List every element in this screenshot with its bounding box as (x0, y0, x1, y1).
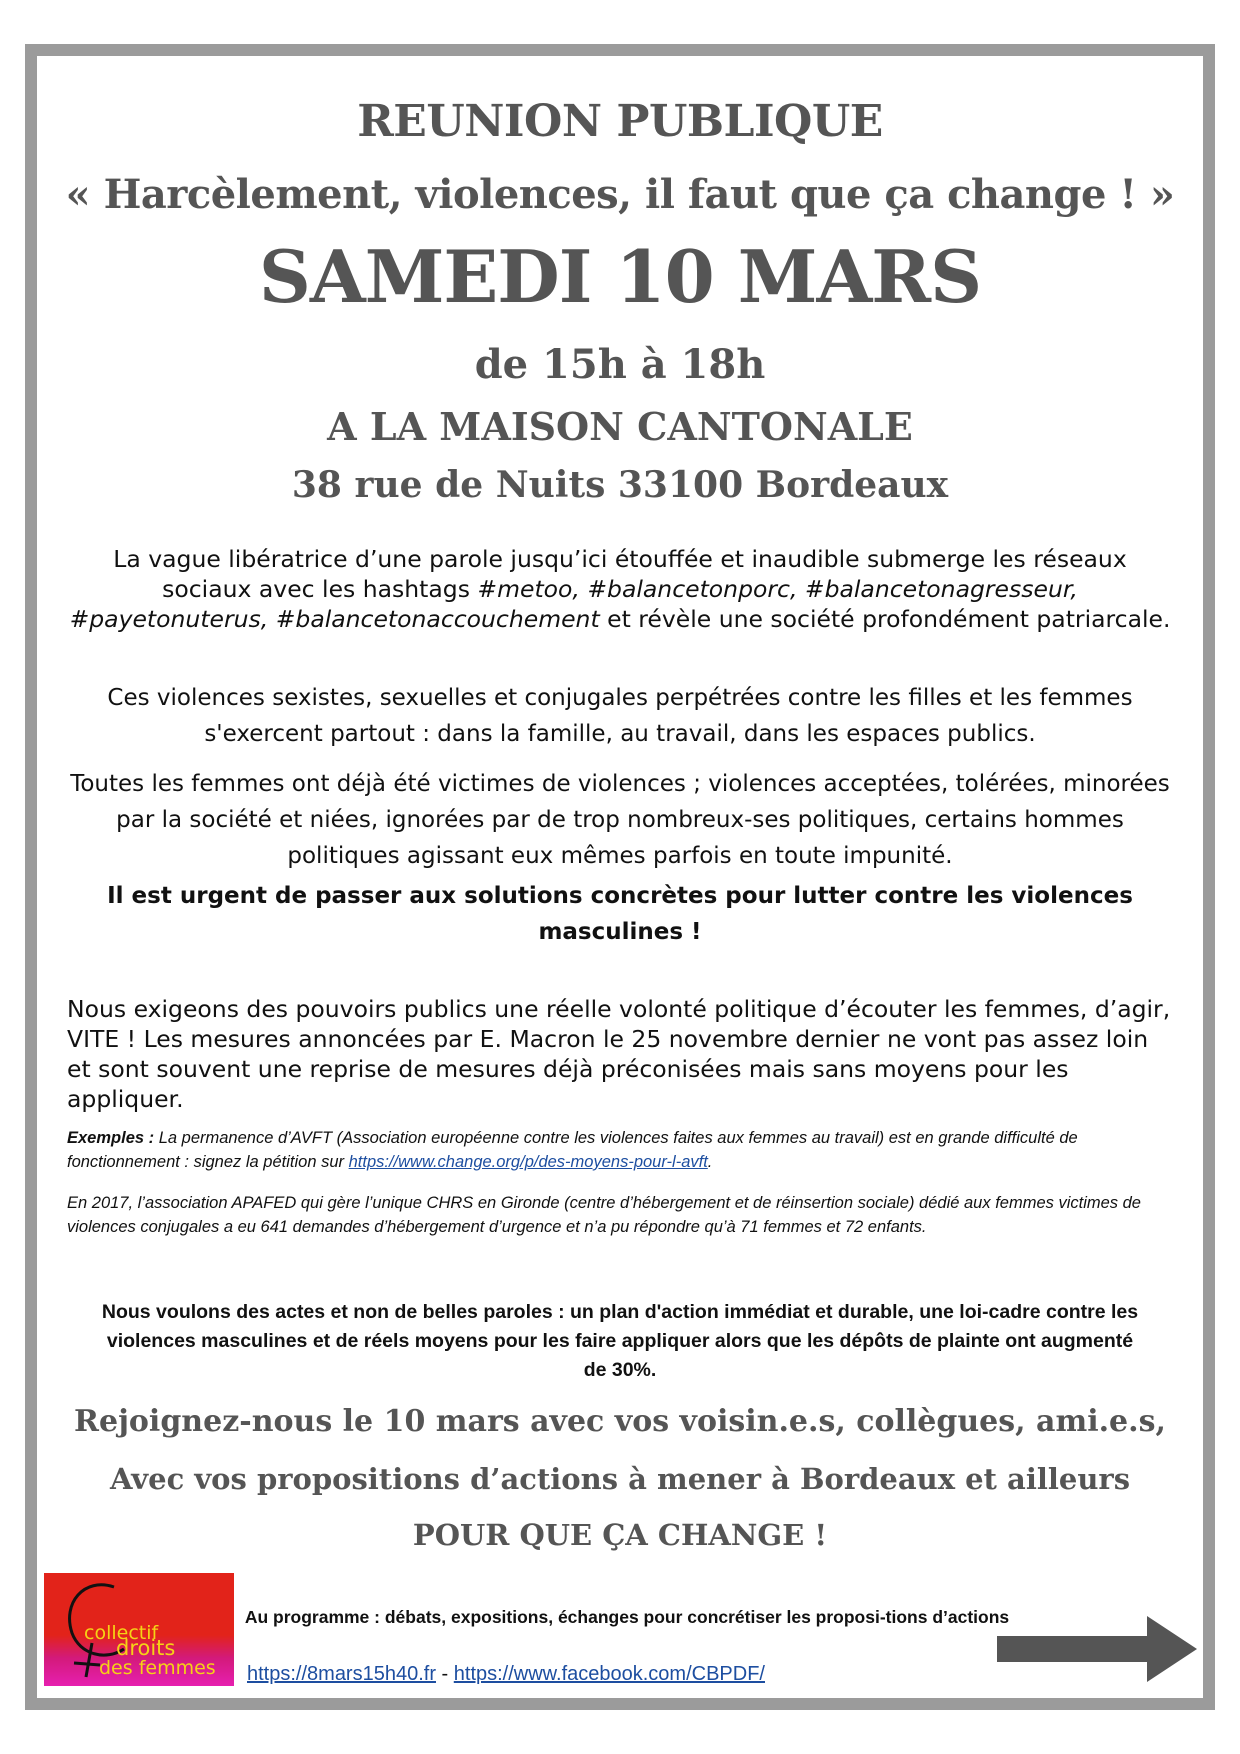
logo-text-des-femmes: des femmes (99, 1657, 216, 1679)
urgent-statement: Il est urgent de passer aux solutions concrètes pour lutter contre les violences masculines ! (107, 883, 1133, 945)
demand-statement: Nous voulons des actes et non de belles paroles : un plan d'action immédiat et durable, une loi-cadre contre les violences masculines et de réels moyens pour les faire appliquer alors que les dépôts de plainte ont augmenté de 30%. (101, 1301, 1139, 1381)
poster-frame (25, 44, 1215, 1710)
logo-text-collectif: collectif (84, 1622, 159, 1644)
event-time: de 15h à 18h (474, 341, 766, 388)
victims-paragraph: Toutes les femmes ont déjà été victimes de violences ; violences acceptées, tolérées, minorées par la société et niées, ignorées par de trop nombreux-ses politiques, certains hommes politiques agissant eux mêmes parfois en toute impunité. (70, 771, 1170, 869)
call-line-1: Rejoignez-nous le 10 mars avec vos voisin.e.s, collègues, ami.e.s, (74, 1404, 1166, 1439)
example-avft-end: . (707, 1153, 713, 1171)
petition-link[interactable]: https://www.change.org/p/des-moyens-pour-l-avft (348, 1153, 708, 1171)
event-title: « Harcèlement, violences, il faut que ça change ! » (65, 171, 1175, 218)
demands-paragraph: Nous exigeons des pouvoirs publics une réelle volonté politique d’écouter les femmes, d’agir, VITE ! Les mesures annoncées par E. Macron le 25 novembre dernier ne vont pas assez loin et sont souvent une reprise de mesures déjà préconisées mais sans moyens pour les appliquer. (67, 995, 1171, 1113)
right-arrow-icon (997, 1614, 1197, 1684)
program-description: Au programme : débats, expositions, échanges pour concrétiser les proposi-tions d’actions (244, 1607, 1010, 1627)
event-address: 38 rue de Nuits 33100 Bordeaux (291, 464, 949, 506)
intro-text-end: et révèle une société profondément patriarcale. (599, 605, 1171, 633)
collectif-droits-des-femmes-logo (44, 1573, 234, 1686)
example-apafed: En 2017, l’association APAFED qui gère l’unique CHRS en Gironde (centre d’hébergement et de réinsertion sociale) dédié aux femmes victimes de violences conjugales a eu 641 demandes d’hébergement d’urgence et n’a pu répondre qu’à 71 femmes et 72 enfants. (67, 1194, 1141, 1236)
link-separator: - (435, 1663, 454, 1685)
call-line-2: Avec vos propositions d’actions à mener à Bordeaux et ailleurs (109, 1462, 1131, 1496)
event-date: SAMEDI 10 MARS (258, 234, 982, 319)
facebook-link[interactable]: https://www.facebook.com/CBPDF/ (453, 1663, 765, 1685)
call-slogan: POUR QUE ÇA CHANGE ! (412, 1518, 828, 1552)
intro-paragraph (67, 544, 1173, 634)
example-avft-text: La permanence d’AVFT (Association européenne contre les violences faites aux femmes au travail) est en grande difficulté de fonctionnement : signez la pétition sur (67, 1129, 1078, 1171)
examples-label: Exemples : (67, 1129, 155, 1147)
example-avft (67, 1126, 1173, 1174)
hashtags: #metoo, #balancetonporc, #balancetonagresseur, #payetonuterus, #balancetonaccouchement (69, 575, 1078, 633)
violence-paragraph: Ces violences sexistes, sexuelles et conjugales perpétrées contre les filles et les femmes s'exercent partout : dans la famille, au travail, dans les espaces publics. (107, 685, 1133, 747)
event-type-heading: REUNION PUBLIQUE (357, 96, 883, 147)
logo-text-droits: droits (116, 1636, 176, 1660)
footer-links (247, 1661, 947, 1687)
website-link[interactable]: https://8mars15h40.fr (247, 1663, 436, 1685)
event-venue: A LA MAISON CANTONALE (327, 404, 913, 449)
intro-text-start: La vague libératrice d’une parole jusqu’ici étouffée et inaudible submerge les réseaux sociaux avec les hashtags (113, 545, 1127, 603)
